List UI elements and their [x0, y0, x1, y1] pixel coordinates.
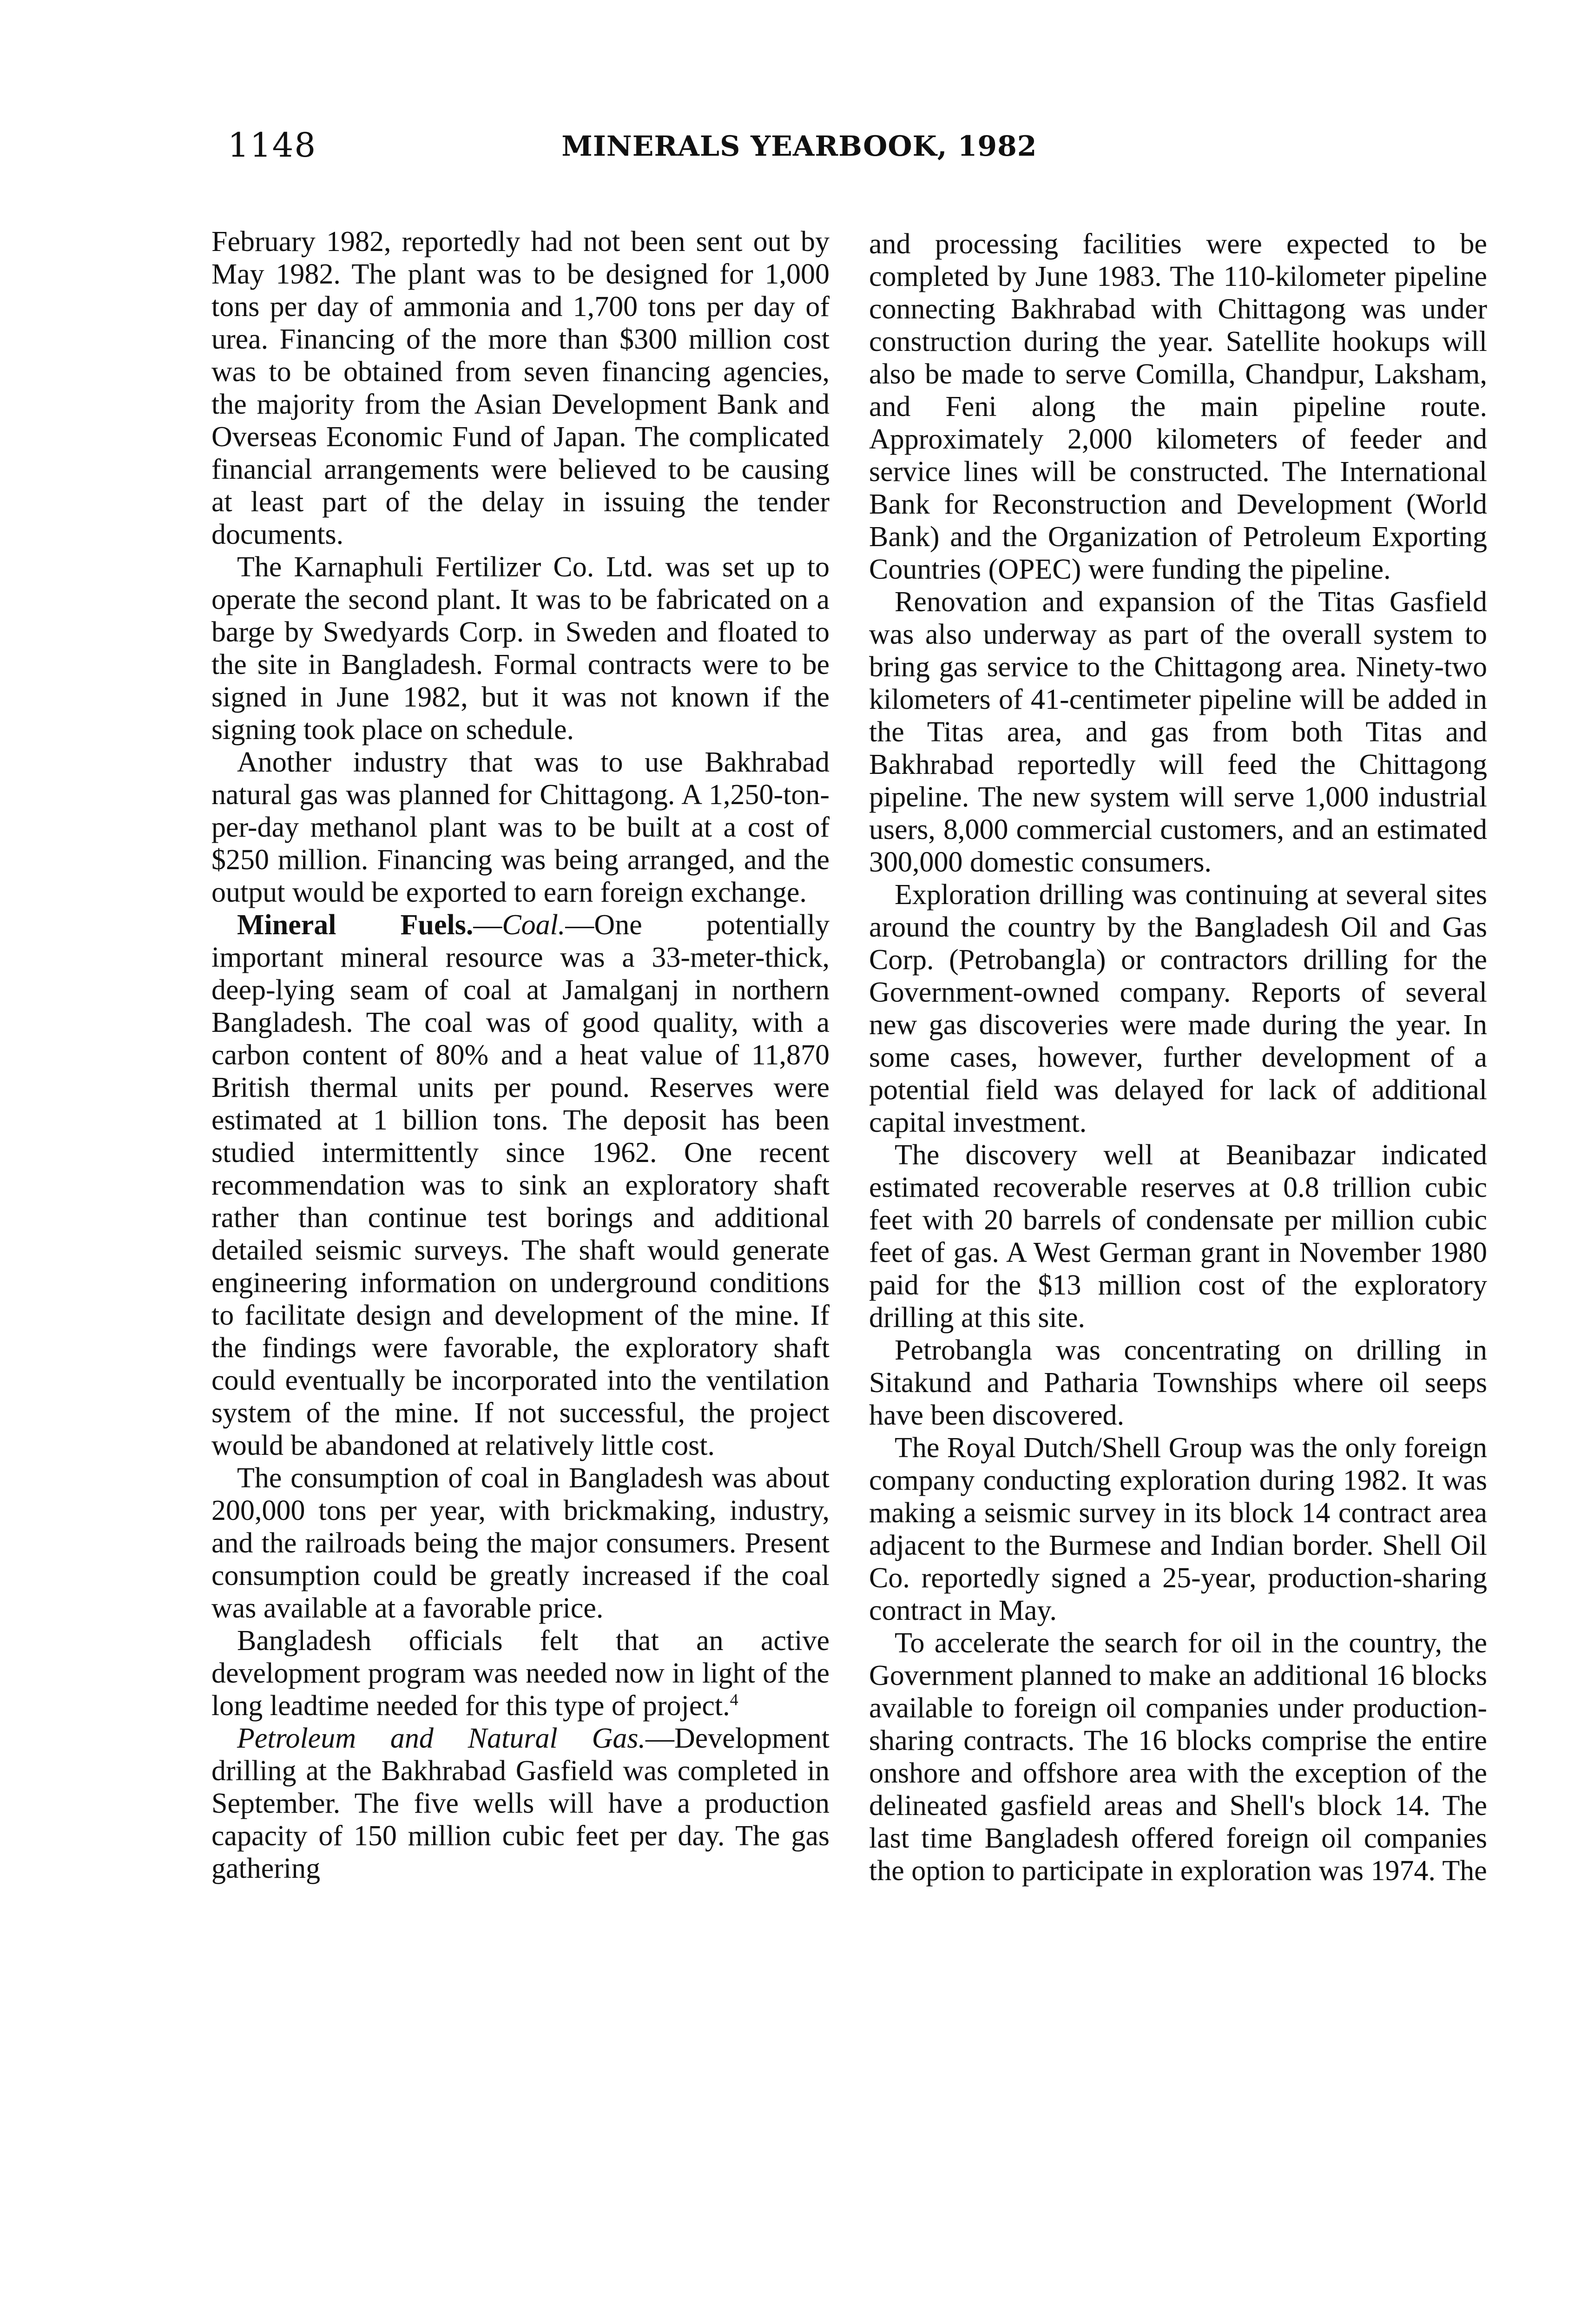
paragraph: The consumption of coal in Bangladesh was about 200,000 tons per year, with brickmaking, industry, and the railroads being the major consumers. Present consumption could be greatly increased if the coal was available at a favorable price. [211, 1462, 830, 1624]
paragraph-text: One potentially important mineral resource was a 33-meter-thick, deep-lying seam of coal at Jamalganj in northern Bangladesh. The coal was of good quality, with a carbon content of 80% and a heat value of 11,870 British thermal units per pound. Reserves were estimated at 1 billion tons. The deposit has been studied intermittently since 1962. One recent recommendation was to sink an exploratory shaft rather than continue test borings and additional detailed seismic surveys. The shaft would generate engineering information on underground conditions to facilitate design and development of the mine. If the findings were favorable, the exploratory shaft could eventually be incorporated into the ventilation system of the mine. If not successful, the project would be abandoned at relatively little cost. [211, 909, 830, 1461]
left-column [211, 225, 830, 2324]
paragraph: The Royal Dutch/Shell Group was the only foreign company conducting exploration during 1982. It was making a seismic survey in its block 14 contract area adjacent to the Burmese and Indian border. Shell Oil Co. reportedly signed a 25-year, production-sharing contract in May. [869, 1432, 1487, 1626]
paragraph-petroleum: Petroleum and Natural Gas.—Development drilling at the Bakhrabad Gasfield was completed in September. The five wells will have a production capacity of 150 million cubic feet per day. The gas gathering [211, 1723, 830, 1884]
paragraph: The Karnaphuli Fertilizer Co. Ltd. was set up to operate the second plant. It was to be fabricated on a barge by Swedyards Corp. in Sweden and floated to the site in Bangladesh. Formal contracts were to be signed in June 1982, but it was not known if the signing took place on schedule. [211, 551, 830, 746]
running-title: MINERALS YEARBOOK, 1982 [561, 130, 1037, 163]
paragraph: To accelerate the search for oil in the country, the Government planned to make an additional 16 blocks available to foreign oil companies under production-sharing contracts. The 16 blocks comprise the entire onshore and offshore area with the exception of the delineated gasfield areas and Shell's block 14. The last time Bangladesh offered foreign oil companies the option to participate in exploration was 1974. The [869, 1627, 1487, 1887]
paragraph: Another industry that was to use Bakhrabad natural gas was planned for Chittagong. A 1,250-ton-per-day methanol plant was to be built at a cost of $250 million. Financing was being arranged, and the output would be exported to earn foreign exchange. [211, 746, 830, 908]
paragraph-text: Development drilling at the Bakhrabad Gasfield was completed in September. The five wells will have a production capacity of 150 million cubic feet per day. The gas gathering [211, 1723, 830, 1884]
section-heading-mineral-fuels: Mineral Fuels. [237, 909, 474, 941]
subsection-heading-petroleum: Petroleum and Natural Gas. [237, 1723, 646, 1754]
page-number: 1148 [228, 125, 317, 165]
footnote-marker: 4 [730, 1690, 738, 1709]
paragraph: Exploration drilling was continuing at several sites around the country by the Bangladesh Oil and Gas Corp. (Petrobangla) or contractors drilling for the Government-owned company. Reports of several new gas discoveries were made during the year. In some cases, however, further development of a potential field was delayed for lack of additional capital investment. [869, 879, 1487, 1138]
paragraph-text: Bangladesh officials felt that an active development program was needed now in light of the long leadtime needed for this type of project. [211, 1625, 830, 1722]
paragraph: The discovery well at Beanibazar indicated estimated recoverable reserves at 0.8 trillion cubic feet with 20 barrels of condensate per million cubic feet of gas. A West German grant in November 1980 paid for the $13 million cost of the exploratory drilling at this site. [869, 1139, 1487, 1334]
page-header [228, 125, 1371, 177]
right-column [869, 228, 1487, 2324]
paragraph: Petrobangla was concentrating on drilling in Sitakund and Patharia Townships where oil seeps have been discovered. [869, 1334, 1487, 1431]
paragraph-with-footnote [211, 1624, 830, 1722]
paragraph: February 1982, reportedly had not been sent out by May 1982. The plant was to be designed for 1,000 tons per day of ammonia and 1,700 tons per day of urea. Financing of the more than $300 million cost was to be obtained from seven financing agencies, the majority from the Asian Development Bank and Overseas Economic Fund of Japan. The complicated financial arrangements were believed to be causing at least part of the delay in issuing the tender documents. [211, 226, 830, 550]
paragraph-mineral-fuels: Mineral Fuels.—Coal.—One potentially important mineral resource was a 33-meter-thick, deep-lying seam of coal at Jamalganj in northern Bangladesh. The coal was of good quality, with a carbon content of 80% and a heat value of 11,870 British thermal units per pound. Reserves were estimated at 1 billion tons. The deposit has been studied intermittently since 1962. One recent recommendation was to sink an exploratory shaft rather than continue test borings and additional detailed seismic surveys. The shaft would generate engineering information on underground conditions to facilitate design and development of the mine. If the findings were favorable, the exploratory shaft could eventually be incorporated into the ventilation system of the mine. If not successful, the project would be abandoned at relatively little cost. [211, 909, 830, 1461]
paragraph: and processing facilities were expected to be completed by June 1983. The 110-kilometer pipeline connecting Bakhrabad with Chittagong was under construction during the year. Satellite hookups will also be made to serve Comilla, Chandpur, Laksham, and Feni along the main pipeline route. Approximately 2,000 kilometers of feeder and service lines will be constructed. The International Bank for Reconstruction and Development (World Bank) and the Organization of Petroleum Exporting Countries (OPEC) were funding the pipeline. [869, 228, 1487, 585]
subsection-heading-coal: Coal. [502, 909, 566, 941]
paragraph: Renovation and expansion of the Titas Gasfield was also underway as part of the overall system to bring gas service to the Chittagong area. Ninety-two kilometers of 41-centimeter pipeline will be added in the Titas area, and gas from both Titas and Bakhrabad reportedly will feed the Chittagong pipeline. The new system will serve 1,000 industrial users, 8,000 commercial customers, and an estimated 300,000 domestic consumers. [869, 586, 1487, 878]
